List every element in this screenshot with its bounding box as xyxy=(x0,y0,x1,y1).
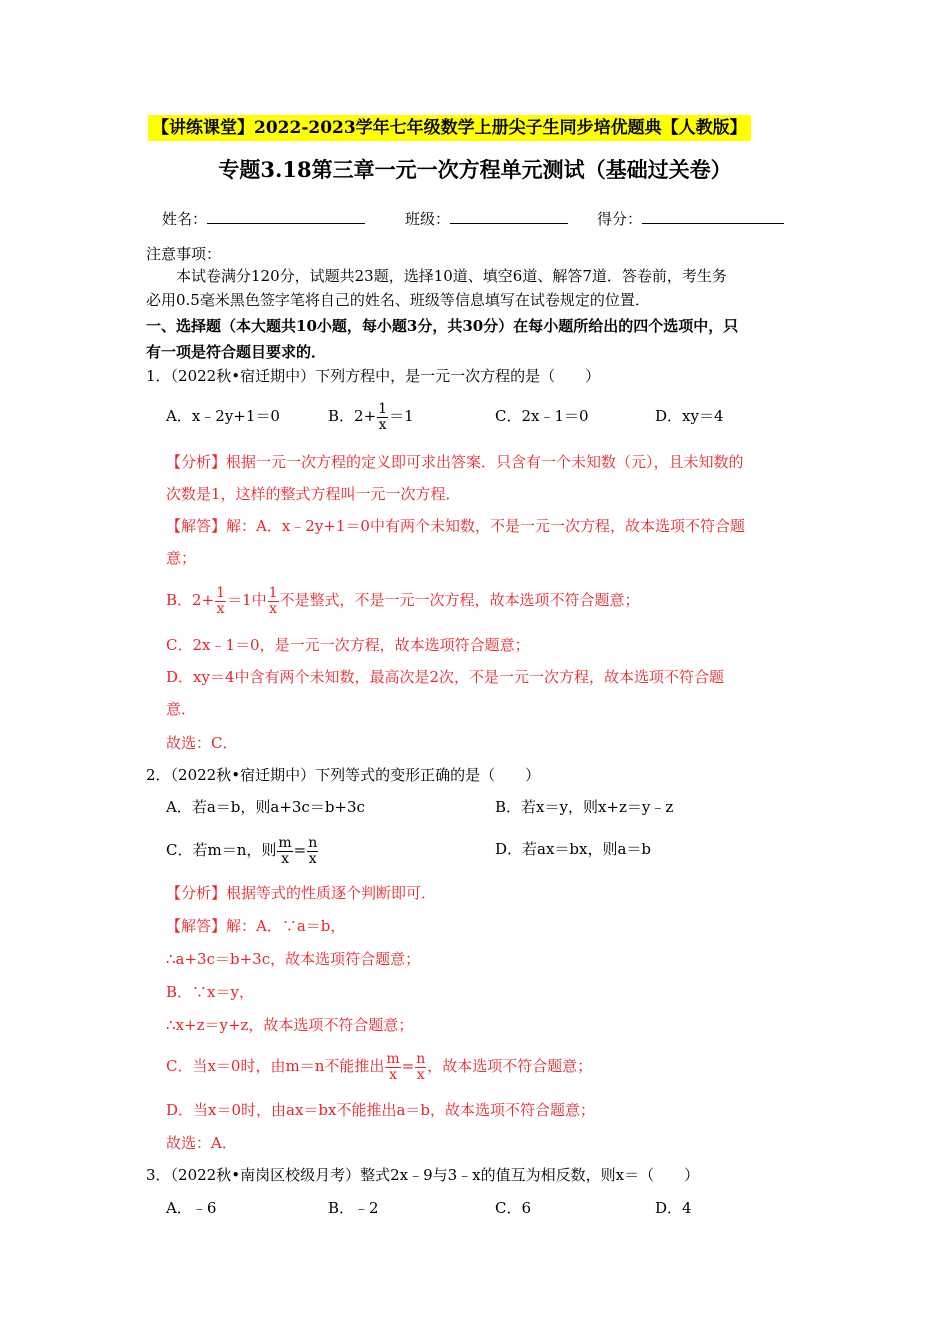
name-label: 姓名： xyxy=(162,210,208,228)
solution-text: 意； xyxy=(166,549,197,567)
fraction: $\frac{m}{x}$ xyxy=(278,834,292,867)
notice-line: 本试卷满分120分，试题共23题，选择10道、填空6道、解答7道．答卷前，考生务 xyxy=(176,267,727,285)
option-a: A．若a＝b，则a+3c＝b+3c xyxy=(166,798,365,816)
option-d: D．xy＝4 xyxy=(655,407,724,425)
question-stem: 2．（2022秋•宿迁期中）下列等式的变形正确的是（ ） xyxy=(146,766,541,784)
option-c: C．6 xyxy=(495,1199,532,1217)
class-field xyxy=(405,208,568,230)
solution-text: 【解答】解：A．∵a＝b， xyxy=(166,917,346,935)
solution-text: B．∵x＝y， xyxy=(166,983,254,1001)
solution-text: 意． xyxy=(166,700,197,718)
option-c: C．若m＝n，则 $\frac{m}{x}$ = $\frac{n}{x}$ xyxy=(166,834,318,867)
fraction: $\frac{1}{x}$ xyxy=(378,400,388,433)
fraction: $\frac{n}{x}$ xyxy=(308,834,318,867)
option-a: A．﹣6 xyxy=(166,1199,217,1217)
option-b: B．﹣2 xyxy=(328,1199,379,1217)
fraction: $\frac{m}{x}$ xyxy=(386,1050,400,1083)
option-b: B．若x＝y，则x+z＝y﹣z xyxy=(495,798,674,816)
solution-text: ∴a+3c＝b+3c，故本选项符合题意； xyxy=(166,950,421,968)
name-field xyxy=(162,208,365,230)
class-label: 班级： xyxy=(405,210,451,228)
analysis-text: 【分析】根据一元一次方程的定义即可求出答案．只含有一个未知数（元），且未知数的 xyxy=(166,453,744,471)
page-title: 专题3.18第三章一元一次方程单元测试（基础过关卷） xyxy=(218,157,732,182)
solution-text: B．2+ $\frac{1}{x}$ ＝1中 $\frac{1}{x}$ 不是整式，不是一元一次方程，故本选项不符合题意； xyxy=(166,584,640,617)
question-stem: 3．（2022秋•南岗区校级月考）整式2x﹣9与3﹣x的值互为相反数，则x＝（ ） xyxy=(146,1166,700,1184)
score-field xyxy=(597,208,784,230)
option-d: D．4 xyxy=(655,1199,692,1217)
section-heading: 有一项是符合题目要求的． xyxy=(146,343,327,361)
choice-text: 故选：C． xyxy=(166,734,238,752)
class-blank xyxy=(450,209,568,224)
option-c: C．2x﹣1＝0 xyxy=(495,407,589,425)
option-d: D．若ax＝bx，则a＝b xyxy=(495,840,652,858)
analysis-text: 次数是1，这样的整式方程叫一元一次方程． xyxy=(166,485,461,503)
option-a: A．x﹣2y+1＝0 xyxy=(166,407,280,425)
score-blank xyxy=(642,209,784,224)
fraction: $\frac{1}{x}$ xyxy=(268,584,278,617)
notice-line: 必用0.5毫米黑色签字笔将自己的姓名、班级等信息填写在试卷规定的位置． xyxy=(146,291,650,309)
name-blank xyxy=(207,209,365,224)
solution-text: C．2x﹣1＝0，是一元一次方程，故本选项符合题意； xyxy=(166,636,530,654)
solution-text: D．xy＝4中含有两个未知数，最高次是2次，不是一元一次方程，故本选项不符合题 xyxy=(166,668,725,686)
analysis-text: 【分析】根据等式的性质逐个判断即可． xyxy=(166,884,437,902)
solution-text: D．当x＝0时，由ax＝bx不能推出a＝b，故本选项不符合题意； xyxy=(166,1101,596,1119)
option-b: B．2+ $\frac{1}{x}$ ＝1 xyxy=(328,400,414,433)
score-label: 得分： xyxy=(597,210,643,228)
choice-text: 故选：A． xyxy=(166,1134,237,1152)
section-heading: 一、选择题（本大题共10小题，每小题3分，共30分）在每小题所给出的四个选项中，只 xyxy=(146,317,739,335)
question-stem: 1．（2022秋•宿迁期中）下列方程中，是一元一次方程的是（ ） xyxy=(146,367,601,385)
solution-text: C．当x＝0时，由m＝n不能推出 $\frac{m}{x}$ = $\frac{n}{x}$ ，故本选项不符合题意； xyxy=(166,1050,593,1083)
header-banner: 【讲练课堂】2022-2023学年七年级数学上册尖子生同步培优题典【人教版】 xyxy=(148,115,751,141)
notice-heading: 注意事项： xyxy=(146,245,222,263)
solution-text: 【解答】解：A．x﹣2y+1＝0中有两个未知数，不是一元一次方程，故本选项不符合题 xyxy=(166,517,745,535)
fraction: $\frac{1}{x}$ xyxy=(216,584,226,617)
fraction: $\frac{n}{x}$ xyxy=(416,1050,426,1083)
solution-text: ∴x+z＝y+z，故本选项不符合题意； xyxy=(166,1016,414,1034)
